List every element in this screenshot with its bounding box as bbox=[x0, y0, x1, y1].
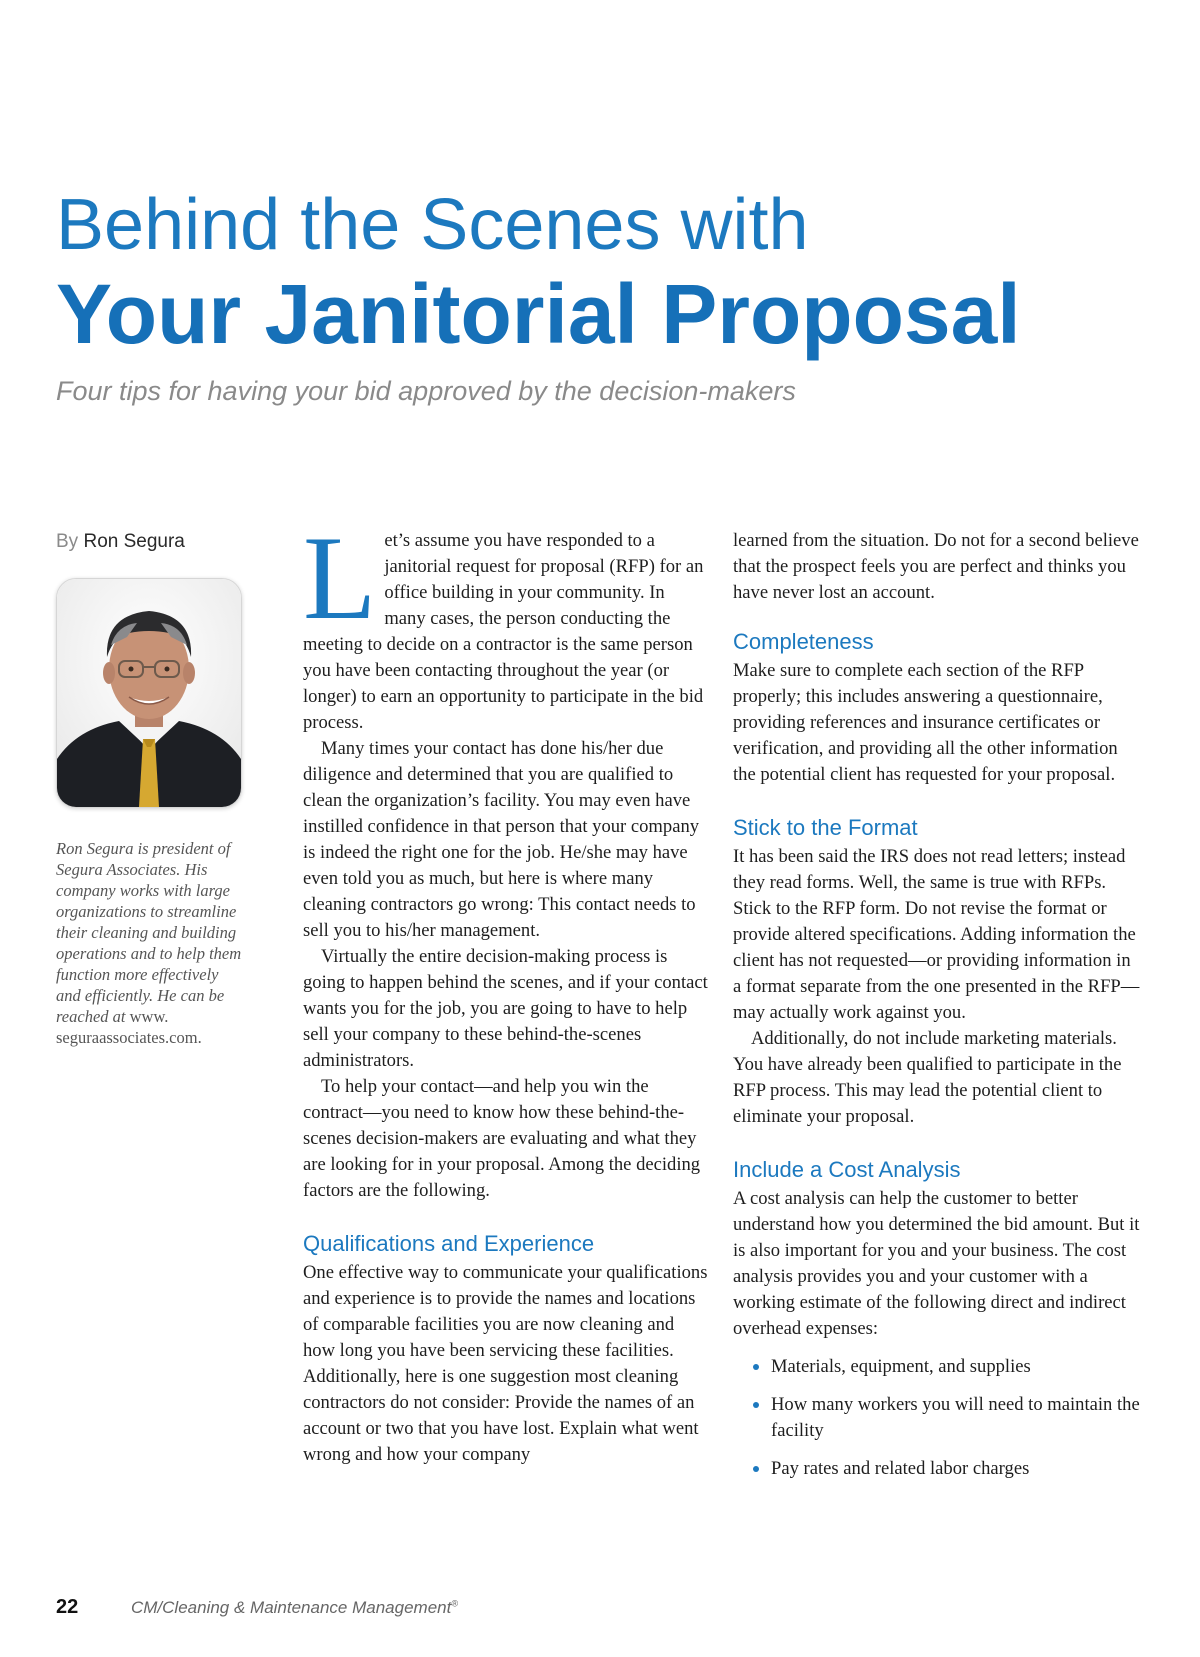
body-paragraph: Virtually the entire decision-making process is going to happen behind the scenes, and if your contact wants you for the job, you are going to have to help sell your company to these behind-the-scenes administrators. bbox=[303, 946, 708, 1071]
intro-paragraph bbox=[303, 511, 708, 736]
byline bbox=[56, 530, 185, 554]
list-item-text: Pay rates and related labor charges bbox=[771, 1458, 1030, 1479]
intro-text: et’s assume you have responded to a janitorial request for proposal (RFP) for an office building in your community. In many cases, the person conducting the meeting to decide on a contractor is the same person you have been contacting throughout the year (or longer) to earn an opportunity to participate in the bid process. bbox=[303, 530, 704, 733]
section-heading-format: Stick to the Format bbox=[733, 815, 918, 840]
section-heading-qualifications: Qualifications and Experience bbox=[303, 1231, 595, 1256]
body-paragraph: Make sure to complete each section of the RFP properly; this includes answering a questionnaire, providing references and insurance certificates or verification, and providing all the other information the potential client has requested for your proposal. bbox=[733, 660, 1118, 785]
publication-name bbox=[131, 1598, 458, 1617]
section-heading-cost-analysis: Include a Cost Analysis bbox=[733, 1157, 961, 1182]
bullet-icon bbox=[753, 1402, 759, 1408]
byline-prefix: By bbox=[56, 531, 79, 552]
list-item-text: Materials, equipment, and supplies bbox=[771, 1356, 1031, 1377]
registered-mark: ® bbox=[451, 1598, 458, 1608]
expense-list bbox=[733, 1354, 1143, 1482]
list-item bbox=[733, 1456, 1143, 1482]
body-paragraph: Many times your contact has done his/her due diligence and determined that you are qualified to clean the organization’s facility. You may even have instilled confidence in that person that your company is indeed the right one for the job. He/she may have even told you as much, but here is where many cleaning contractors go wrong: This contact needs to sell you to his/her management. bbox=[303, 738, 700, 941]
publication-title: CM/Cleaning & Maintenance Management bbox=[130, 1597, 452, 1617]
title-line-1: Behind the Scenes with bbox=[56, 185, 809, 265]
subtitle: Four tips for having your bid approved by the decision-makers bbox=[56, 376, 796, 406]
article-column-2 bbox=[733, 528, 1143, 1494]
body-paragraph: Additionally, do not include marketing materials. You have already been qualified to participate in the RFP process. This may lead the potential client to eliminate your proposal. bbox=[733, 1028, 1122, 1127]
author-photo bbox=[56, 578, 242, 808]
continued-paragraph: learned from the situation. Do not for a second believe that the prospect feels you are perfect and thinks you have never lost an account. bbox=[733, 530, 1139, 603]
page-footer bbox=[56, 1592, 458, 1619]
section-heading-completeness: Completeness bbox=[733, 629, 874, 654]
body-paragraph: To help your contact—and help you win the contract—you need to know how these behind-the-scenes decision-makers are evaluating and what they are looking for in your proposal. Among the deciding factors are the following. bbox=[303, 1076, 701, 1201]
author-website[interactable]: www. seguraassociates.com. bbox=[56, 1007, 202, 1047]
title-line-2: Your Janitorial Proposal bbox=[56, 267, 1021, 361]
article-column-1 bbox=[303, 511, 708, 1468]
author-bio bbox=[56, 838, 246, 1048]
list-item-text: How many workers you will need to maintain the facility bbox=[771, 1394, 1140, 1441]
body-paragraph: One effective way to communicate your qualifications and experience is to provide the names and locations of comparable facilities you are now cleaning and how long you have been servicing these facilities. Additionally, here is one suggestion most cleaning contractors do not consider: Provide the names of an account or two that you have lost. Explain what went wrong and how your company bbox=[303, 1262, 708, 1465]
body-paragraph: A cost analysis can help the customer to better understand how you determined the bid amount. But it is also important for you and your business. The cost analysis provides you and your customer with a working estimate of the following direct and indirect overhead expenses: bbox=[733, 1188, 1140, 1339]
author-name: Ron Segura bbox=[83, 531, 185, 552]
body-paragraph: It has been said the IRS does not read letters; instead they read forms. Well, the same is true with RFPs. Stick to the RFP form. Do not revise the format or provide altered specifications. Adding information the client has not requested—or providing information in a format separate from the one presented in the RFP—may actually work against you. bbox=[733, 846, 1140, 1023]
list-item bbox=[733, 1392, 1143, 1444]
author-bio-text: Ron Segura is president of Segura Associates. His company works with large organizations to streamline their cleaning and building operations and to help them function more effectively and efficiently. He can be reached at bbox=[56, 839, 242, 1026]
page-number: 22 bbox=[56, 1595, 79, 1618]
list-item bbox=[733, 1354, 1143, 1380]
bullet-icon bbox=[753, 1466, 759, 1472]
bullet-icon bbox=[753, 1364, 759, 1370]
drop-cap: L bbox=[303, 511, 377, 644]
